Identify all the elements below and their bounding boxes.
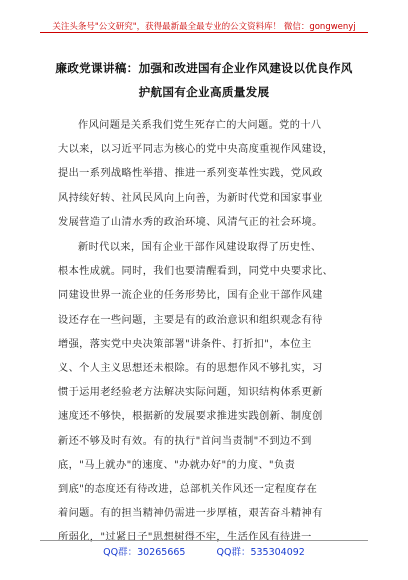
paragraph-line: 发展营造了山清水秀的政治环境、风清气正的社会环境。: [58, 216, 323, 228]
paragraph-line: 到底"的态度还有待改进，总部机关作风还一定程度存在: [58, 483, 318, 495]
paragraph-line: 同建设世界一流企业的任务形势比，国有企业干部作风建: [58, 290, 323, 302]
paragraph-line: 大以来，以习近平同志为核心的党中央高度重视作风建设，: [58, 144, 334, 156]
paragraph-line: 所弱化，"过紧日子"思想树得不牢，生活作风有待进一: [58, 532, 312, 544]
paragraph-line: 设还存在一些问题，主要是有的政治意识和组织观念有待: [58, 314, 323, 326]
page-header: [40, 14, 368, 33]
paragraph-line: 作风问题是关系我们党生死存亡的大问题。党的十八: [78, 120, 322, 131]
footer-qq-group-1: QQ群：30265665: [103, 547, 186, 558]
paragraph-2: [58, 236, 360, 550]
paragraph-line: 新时代以来，国有企业干部作风建设取得了历史性、: [78, 242, 322, 253]
paragraph-line: 义、个人主义思想还未根除。有的思想作风不够扎实，习: [58, 362, 323, 374]
footer-qq-group-2: QQ群：535304092: [216, 547, 305, 558]
paragraph-line: 着问题。有的担当精神仍需进一步厚植，艰苦奋斗精神有: [58, 508, 323, 520]
footer-divider: [40, 540, 368, 541]
paragraph-line: 惯于运用老经验老方法解决实际问题，知识结构体系更新: [58, 387, 323, 399]
paragraph-line: 提出一系列战略性举措、推进一系列变革性实践，党风政: [58, 168, 323, 180]
paragraph-line: 风持续好转、社风民风向上向善，为新时代党和国家事业: [58, 192, 323, 204]
paragraph-line: 根本性成就。同时，我们也要清醒看到，同党中央要求比、: [58, 266, 334, 278]
page-footer: [0, 544, 408, 558]
paragraph-line: 增强，落实党中央决策部署"讲条件、打折扣"，本位主: [58, 338, 312, 350]
paragraph-line: 底，"马上就办"的速度、"办就办好"的力度、"负责: [58, 459, 296, 471]
document-title-line1: 廉政党课讲稿：加强和改进国有企业作风建设以优良作风: [55, 61, 353, 75]
paragraph-line: 新还不够及时有效。有的执行"首问当责制"不到边不到: [58, 435, 312, 447]
paragraph-line: 速度还不够快，根据新的发展要求推进实践创新、制度创: [58, 411, 323, 423]
paragraph-1: [58, 114, 360, 235]
header-text: 关注头条号"公文研究"，获得最新最全最专业的公文资料库！ 微信：gongwenyj: [52, 22, 356, 32]
document-title-line2: 护航国有企业高质量发展: [138, 85, 270, 99]
